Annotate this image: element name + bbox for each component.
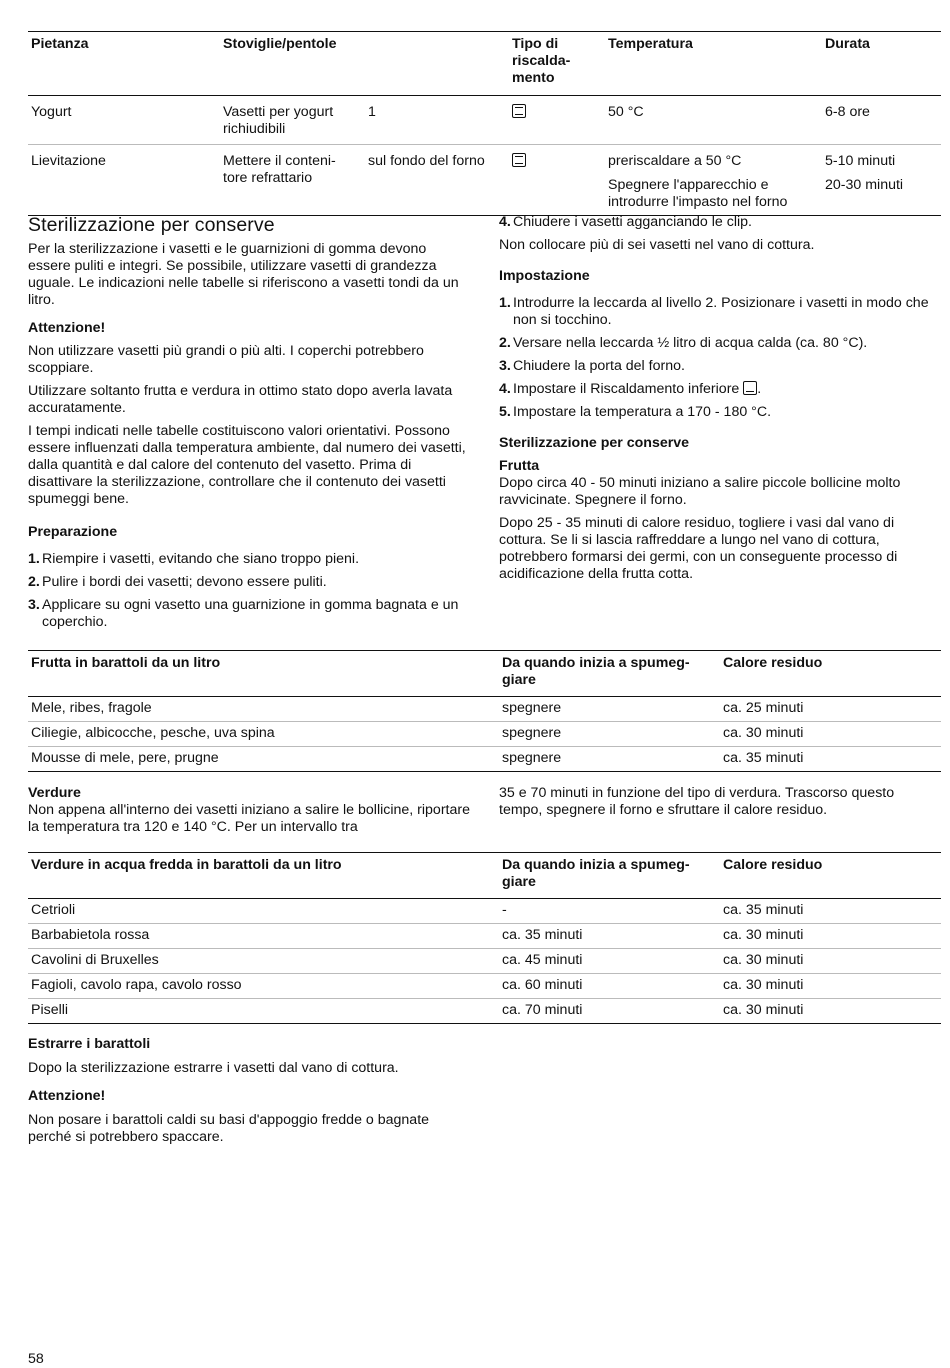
- step-number: 2.: [499, 335, 511, 351]
- veg-table: [28, 852, 941, 1024]
- step-text: Chiudere i vasetti agganciando le clip.: [513, 214, 752, 230]
- header-foam-line1: Da quando inizia a spumeg-: [502, 655, 690, 671]
- cell-dish: Yogurt: [28, 96, 223, 145]
- cell: ca. 70 minuti: [502, 1002, 583, 1018]
- page-number: 58: [28, 1351, 44, 1367]
- cell: Piselli: [31, 1002, 69, 1018]
- table-row: [28, 96, 941, 145]
- cell: -: [499, 899, 720, 924]
- cell: ca. 30 minuti: [720, 722, 941, 747]
- step-text: Introdurre la leccarda al livello 2. Posizionare i vasetti in modo che non si tocchino.: [513, 295, 929, 328]
- cell: Fagioli, cavolo rapa, cavolo rosso: [28, 974, 499, 999]
- header-dishes: Stoviglie/pentole: [223, 36, 337, 52]
- cell: Barbabietola rossa: [28, 924, 499, 949]
- cell-temp-line: introdurre l'impasto nel forno: [608, 194, 788, 210]
- cell-temp-line: preriscaldare a 50 °C: [608, 153, 742, 169]
- cell: Cavolini di Bruxelles: [28, 949, 499, 974]
- step-text: Applicare su ogni vasetto una guarnizione in gomma bagnata e un coperchio.: [42, 597, 459, 630]
- veg-left: [28, 785, 470, 842]
- table-row: [28, 747, 941, 772]
- left-column: [28, 214, 470, 637]
- fruit-table: [28, 650, 941, 772]
- header-foam-line2: giare: [502, 874, 536, 890]
- attention-heading: Attenzione!: [28, 320, 106, 336]
- cell: spegnere: [502, 750, 562, 766]
- cell: spegnere: [499, 697, 720, 722]
- header-foam: [499, 853, 720, 899]
- list-item: [28, 597, 470, 631]
- header-foam-line1: Da quando inizia a spumeg-: [502, 857, 690, 873]
- step-text: Versare nella leccarda ½ litro di acqua calda (ca. 80 °C).: [513, 335, 868, 351]
- cell-dishes-line1: Mettere il conteni-: [223, 153, 336, 169]
- step-text: Impostare la temperatura a 170 - 180 °C.: [513, 404, 772, 420]
- cell: spegnere: [499, 722, 720, 747]
- veg-heading: Verdure: [28, 785, 81, 801]
- cell-temp: [608, 145, 825, 216]
- step-number: 1.: [499, 295, 511, 311]
- header-heating: [512, 32, 608, 96]
- veg-right: [499, 785, 941, 825]
- header-veg: Verdure in acqua fredda in barattoli da un litro: [28, 853, 499, 899]
- cooking-table: [28, 31, 941, 216]
- header-heating-line1: Tipo di: [512, 36, 559, 52]
- fruit-text: Dopo 25 - 35 minuti di calore residuo, togliere i vasi dal vano di cottura. Se li si lascia raffreddare a lungo nel vano di cottura, potrebbero formarsi dei germi, con un conseguente processo di acidificazione della frutta cotta.: [499, 515, 898, 582]
- attention-heading: Attenzione!: [28, 1088, 106, 1104]
- prep-steps: [28, 551, 470, 631]
- cell-dishes-line1: Vasetti per yogurt: [223, 104, 334, 120]
- list-item: [28, 574, 470, 591]
- step-number: 4.: [499, 381, 511, 397]
- cell-dishes-line2: richiudibili: [223, 121, 286, 137]
- table-row: [28, 949, 941, 974]
- cell-dishes: [223, 96, 368, 145]
- cell-heating: [512, 96, 608, 145]
- cell-temp-line: Spegnere l'apparecchio e: [608, 177, 769, 193]
- section-title: Sterilizzazione per conserve: [28, 214, 275, 236]
- cell-heating: [512, 145, 608, 216]
- right-column: [499, 214, 941, 589]
- intro-text: Per la sterilizzazione i vasetti e le guarnizioni di gomma devono essere puliti e integri. Se possibile, utilizzare vasetti di grandezza uguale. Le indicazioni nelle tabelle si riferiscono a vasetti tondi da un litro.: [28, 241, 459, 308]
- prep-heading: Preparazione: [28, 524, 118, 540]
- table-row: [28, 999, 941, 1024]
- header-fruit: Frutta in barattoli da un litro: [28, 651, 499, 697]
- table-row: [28, 145, 941, 216]
- step-number: 1.: [28, 551, 40, 567]
- cell-level: sul fondo del forno: [368, 153, 485, 169]
- step-text: Impostare il Riscaldamento inferiore: [513, 381, 740, 397]
- cell: ca. 60 minuti: [499, 974, 720, 999]
- header-residual-heat: Calore residuo: [720, 853, 941, 899]
- cell-duration: 6-8 ore: [825, 96, 941, 145]
- list-item: [499, 295, 941, 329]
- attention-text: I tempi indicati nelle tabelle costituiscono valori orientativi. Possono essere influenzati dalla temperatura ambiente, dal numero dei vasetti, dalla quantità e dal calore del contenuto del vasetto. Prima di disattivare la sterilizzazione, controllare che il contenuto dei vasetti spumeggi bene.: [28, 423, 466, 507]
- header-heating-line3: mento: [512, 70, 555, 86]
- cell-dish: Lievitazione: [31, 153, 106, 169]
- bottom-heat-icon: [743, 381, 757, 395]
- cell: ca. 25 minuti: [720, 697, 941, 722]
- step-text: Chiudere la porta del forno.: [513, 358, 685, 374]
- cell: Ciliegie, albicocche, pesche, uva spina: [28, 722, 499, 747]
- cell: ca. 35 minuti: [499, 924, 720, 949]
- fruit-heading: Frutta: [499, 458, 540, 474]
- cell-dishes-line2: tore refrattario: [223, 170, 313, 186]
- cell: ca. 30 minuti: [720, 974, 941, 999]
- header-residual-heat: Calore residuo: [720, 651, 941, 697]
- list-item: [499, 358, 941, 375]
- header-duration: Durata: [825, 36, 870, 52]
- list-item: [28, 551, 470, 568]
- step-number: 3.: [28, 597, 40, 613]
- fruit-text: Dopo circa 40 - 50 minuti iniziano a salire piccole bollicine molto ravvicinate. Spegnere il forno.: [499, 475, 901, 508]
- cell-temp: 50 °C: [608, 96, 825, 145]
- prep-steps-continued: [499, 214, 941, 231]
- extract-text: Dopo la sterilizzazione estrarre i vasetti dal vano di cottura.: [28, 1060, 399, 1076]
- table-row: [28, 697, 941, 722]
- setting-heading: Impostazione: [499, 268, 590, 284]
- table-row: [28, 722, 941, 747]
- cell-duration: [825, 145, 941, 216]
- cell: ca. 45 minuti: [499, 949, 720, 974]
- table-row: [28, 974, 941, 999]
- cell: Cetrioli: [28, 899, 499, 924]
- step-number: 4.: [499, 214, 511, 230]
- step-number: 5.: [499, 404, 511, 420]
- cell: Mousse di mele, pere, prugne: [31, 750, 219, 766]
- cell-level: 1: [368, 96, 512, 145]
- header-dish: Pietanza: [31, 36, 89, 52]
- extract-warning: Non posare i barattoli caldi su basi d'appoggio fredde o bagnate perché si potrebbero spaccare.: [28, 1112, 430, 1145]
- step-suffix: .: [757, 381, 762, 397]
- cell: Mele, ribes, fragole: [28, 697, 499, 722]
- step-number: 2.: [28, 574, 40, 590]
- extract-section: [28, 1036, 470, 1152]
- cell-duration-line: 5-10 minuti: [825, 153, 896, 169]
- extract-heading: Estrarre i barattoli: [28, 1036, 151, 1052]
- cell: ca. 35 minuti: [723, 750, 804, 766]
- header-heating-line2: riscalda-: [512, 53, 571, 69]
- top-bottom-heat-icon: [512, 104, 526, 118]
- note-text: Non collocare più di sei vasetti nel vano di cottura.: [499, 237, 815, 253]
- top-bottom-heat-icon: [512, 153, 526, 167]
- list-item: [499, 214, 941, 231]
- header-temperature: Temperatura: [608, 36, 693, 52]
- cell-dishes: [223, 145, 368, 216]
- list-item: [499, 404, 941, 421]
- step-text: Riempire i vasetti, evitando che siano troppo pieni.: [42, 551, 360, 567]
- cell: ca. 30 minuti: [723, 1002, 804, 1018]
- list-item: [499, 381, 941, 398]
- cell: ca. 35 minuti: [720, 899, 941, 924]
- veg-text-continued: 35 e 70 minuti in funzione del tipo di verdura. Trascorso questo tempo, spegnere il forno e sfruttare il calore residuo.: [499, 785, 895, 818]
- table-row: [28, 924, 941, 949]
- header-foam: [499, 651, 720, 697]
- step-number: 3.: [499, 358, 511, 374]
- cell: ca. 30 minuti: [720, 924, 941, 949]
- setting-steps: [499, 295, 941, 421]
- cell-duration-line: 20-30 minuti: [825, 177, 904, 193]
- steril-heading: Sterilizzazione per conserve: [499, 435, 690, 451]
- cell: ca. 30 minuti: [720, 949, 941, 974]
- attention-text: Non utilizzare vasetti più grandi o più alti. I coperchi potrebbero scoppiare.: [28, 343, 424, 376]
- veg-text: Non appena all'interno dei vasetti iniziano a salire le bollicine, riportare la temperatura tra 120 e 140 °C. Per un intervallo tra: [28, 802, 470, 835]
- step-text: Pulire i bordi dei vasetti; devono essere puliti.: [42, 574, 327, 590]
- attention-text: Utilizzare soltanto frutta e verdura in ottimo stato dopo averla lavata accuratamente.: [28, 383, 453, 416]
- table-row: [28, 899, 941, 924]
- header-foam-line2: giare: [502, 672, 536, 688]
- list-item: [499, 335, 941, 352]
